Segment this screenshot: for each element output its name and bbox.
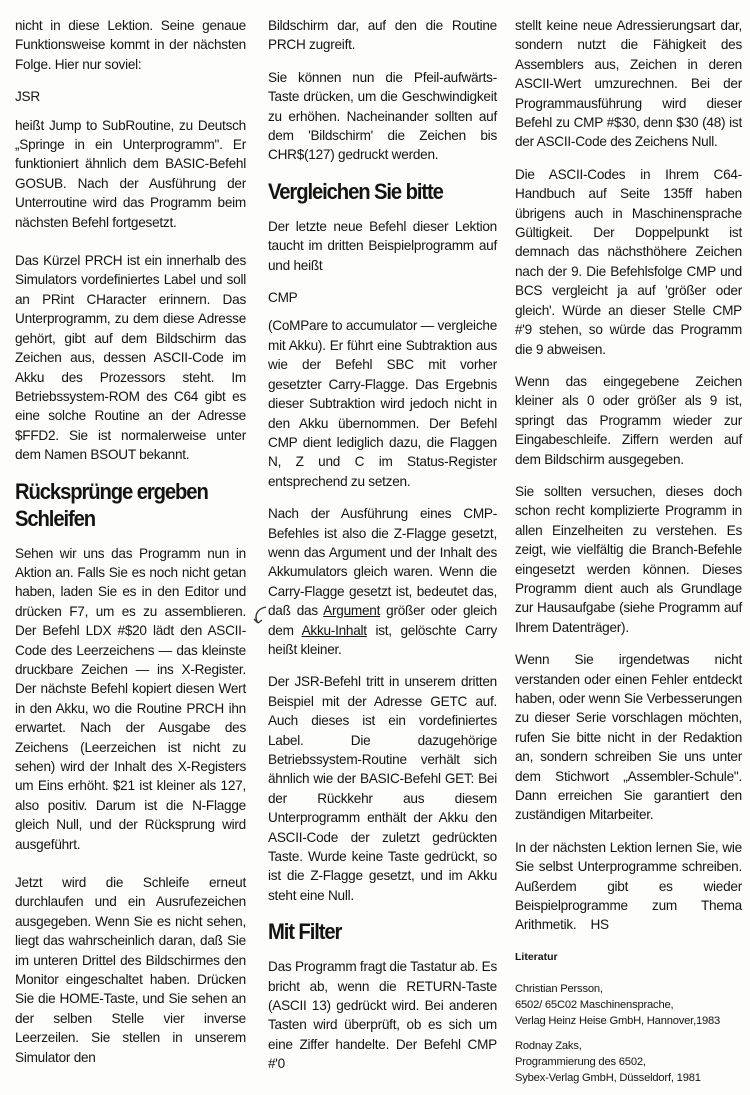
text-run: In der nächsten Lektion lernen Sie, wie Sie selbst Unterprogramme schreiben. Außerdem gibt es wieder Beispielprogramme zum Thema Arithmetik. <box>515 839 742 933</box>
section-heading: Vergleichen Sie bitte <box>268 178 443 204</box>
paragraph: Sie sollten versuchen, dieses doch schon recht komplizierte Programm in allen Einzelheiten zu verstehen. Es zeigt, wie vielfältig die Branch-Befehle eingesetzt werden können. Dieses Programm dient auch als Grundlage zur Hausaufgabe (siehe Programm auf Ihrem Datenträger). <box>515 483 742 635</box>
paragraph: nicht in diese Lektion. Seine genaue Funktionsweise kommt in der nächsten Folge. Hier nur soviel: <box>15 18 246 72</box>
paragraph: Die ASCII-Codes in Ihrem C64-Handbuch auf Seite 135ff haben übrigens auch in Maschinensprache Gültigkeit. Der Doppelpunkt ist demnach das nächsthöhere Zeichen nach der 9. Die Befehlsfolge CMP und BCS vergleicht ja auf 'größer oder gleich'. Würde an dieser Stelle CMP #'9 stehen, so würde das Programm die 9 abweisen. <box>515 166 742 357</box>
paragraph: Wenn Sie irgendetwas nicht verstanden oder einen Fehler entdeckt haben, oder wenn Sie Verbesserungen zu dieser Serie vorschlagen möchten, rufen Sie bitte nicht in der Redaktion an, sondern schreiben Sie uns unter dem Stichwort „Assembler-Schule". Dann erreichen Sie garantiert den zuständigen Mitarbeiter. <box>515 652 742 823</box>
paragraph: heißt Jump to SubRoutine, zu Deutsch „Springe in ein Unterprogramm". Er funktioniert ähnlich dem BASIC-Befehl GOSUB. Nach der Ausführung der Unterroutine wird das Programm beim nächsten Befehl fortgesetzt. <box>15 117 246 230</box>
column-middle <box>268 16 497 1087</box>
paragraph: Der JSR-Befehl tritt in unserem dritten Beispiel mit der Adresse GETC auf. Auch dieses ist ein vordefiniertes Label. Die dazugehörige Betriebssystem-Routine verhält sich ähnlich wie der BASIC-Befehl GET: Bei der Rückkehr aus diesem Unterprogramm enthält der Akku den ASCII-Code der zuletzt gedrückten Taste. Wurde keine Taste gedrückt, so ist die Z-Flagge gesetzt, und im Akku steht eine Null. <box>268 674 497 903</box>
literature-line: Verlag Heinz Heise GmbH, Hannover,1983 <box>515 1015 721 1028</box>
paragraph: Bildschirm dar, auf den die Routine PRCH zugreift. <box>268 18 497 53</box>
section-heading: Rücksprünge ergeben Schleifen <box>15 478 208 531</box>
paragraph: Jetzt wird die Schleife erneut durchlaufen und ein Ausrufezeichen ausgegeben. Wenn Sie es nicht sehen, liegt das wahrscheinlich daran, daß Sie im unteren Drittel des Bildschirmes den Monitor eingeschaltet haben. Drücken Sie die HOME-Taste, und Sie sehen an der selben Stelle vier inverse Leerzeilen. Sie stellen in unserem Simulator den <box>15 875 246 1065</box>
paragraph: (CoMPare to accumulator — vergleiche mit Akku). Er führt eine Subtraktion aus wie der Befehl SBC mit vorher gesetzter Carry-Flagge. Das Ergebnis dieser Subtraktion wird jedoch nicht in den Akku übernommen. Der Befehl CMP dient lediglich dazu, die Flaggen N, Z und C im Status-Register entsprechend zu setzen. <box>268 318 497 489</box>
literature-line: Programmierung des 6502, <box>515 1056 646 1069</box>
literature-line: 6502/ 65C02 Maschinensprache, <box>515 999 674 1012</box>
paragraph: Das Kürzel PRCH ist ein innerhalb des Simulators vordefiniertes Label und soll an PRint CHaracter erinnern. Das Unterprogramm, zu dem diese Adresse gehört, gibt auf dem Bildschirm das Zeichen aus, dessen ASCII-Code im Akku des Prozessors steht. Im Betriebssystem-ROM des C64 gibt es eine solche Routine an der Adresse $FFD2. Sie ist normalerweise unter dem Namen BSOUT bekannt. <box>15 253 246 463</box>
paragraph: Das Programm fragt die Tastatur ab. Es bricht ab, wenn die RETURN-Taste (ASCII 13) gedrückt wird. Bei anderen Tasten wird überprüft, ob es sich um eine Ziffer handelte. Der Befehl CMP #'0 <box>268 959 497 1072</box>
paragraph: Wenn das eingegebene Zeichen kleiner als 0 oder größer als 9 ist, springt das Programm wieder zur Eingabeschleife. Ziffern werden auf dem Bildschirm ausgegeben. <box>515 373 742 467</box>
paragraph: Sehen wir uns das Programm nun in Aktion an. Falls Sie es noch nicht getan haben, laden Sie es in den Editor und drücken F7, um es zu assemblieren. Der Befehl LDX #$20 lädt den ASCII-Code des Leerzeichens — das kleinste druckbare Zeichen — ins X-Register. Der nächste Befehl kopiert diesen Wert in den Akku, wo die Routine PRCH ihn erwartet. Nach der Ausgabe des Zeichens (Leerzeichen ist nicht zu sehen) wird der Inhalt des X-Registers um Eins erhöht. $21 ist kleiner als 127, also positiv. Darum ist die N-Flagge gleich Null, und der Rücksprung wird ausgeführt. <box>15 545 246 852</box>
paragraph: Sie können nun die Pfeil-aufwärts-Taste drücken, um die Geschwindigkeit zu erhöhen. Nacheinander sollten auf dem 'Bildschirm' die Zeichen bis CHR$(127) gedruckt werden. <box>268 69 497 163</box>
literature-line: Christian Persson, <box>515 983 603 996</box>
literature-entry <box>515 1038 742 1086</box>
code-mnemonic: JSR <box>15 89 40 105</box>
paragraph <box>515 838 742 935</box>
code-mnemonic: CMP <box>268 290 298 306</box>
column-right <box>515 16 742 1095</box>
literature-line: Rodnay Zaks, <box>515 1040 582 1053</box>
underlined-word: Akku-Inhalt <box>301 622 367 638</box>
text-run: Nach der Ausführung eines CMP-Befehles ist also die Z-Flagge gesetzt, wenn das Argument und der Inhalt des Akkumulators gleich waren. Wenn die Carry-Flagge gesetzt ist, bedeutet das, daß das <box>268 506 497 619</box>
paragraph: stellt keine neue Adressierungsart dar, sondern nutzt die Fähigkeit des Assemblers aus, Zeichen in deren ASCII-Wert umzurechnen. Bei der Programmausführung wird dieser Befehl zu CMP #$30, denn $30 (48) ist der ASCII-Code des Zeichens Null. <box>515 18 742 150</box>
author-signature: HS <box>590 917 609 933</box>
section-heading: Mit Filter <box>268 919 342 945</box>
paragraph <box>268 504 497 659</box>
paragraph: Der letzte neue Befehl dieser Lektion taucht im dritten Beispielprogramm auf und heißt <box>268 218 497 273</box>
literature-entry <box>515 981 742 1029</box>
text-run: größer oder gleich dem <box>268 603 497 638</box>
column-left <box>15 16 246 1080</box>
literature-heading: Literatur <box>515 950 558 963</box>
literature-line: Sybex-Verlag GmbH, Düsseldorf, 1981 <box>515 1072 701 1085</box>
underlined-word: Argument <box>323 603 381 619</box>
text-run: ist, gelöschte Carry heißt kleiner. <box>268 622 497 657</box>
